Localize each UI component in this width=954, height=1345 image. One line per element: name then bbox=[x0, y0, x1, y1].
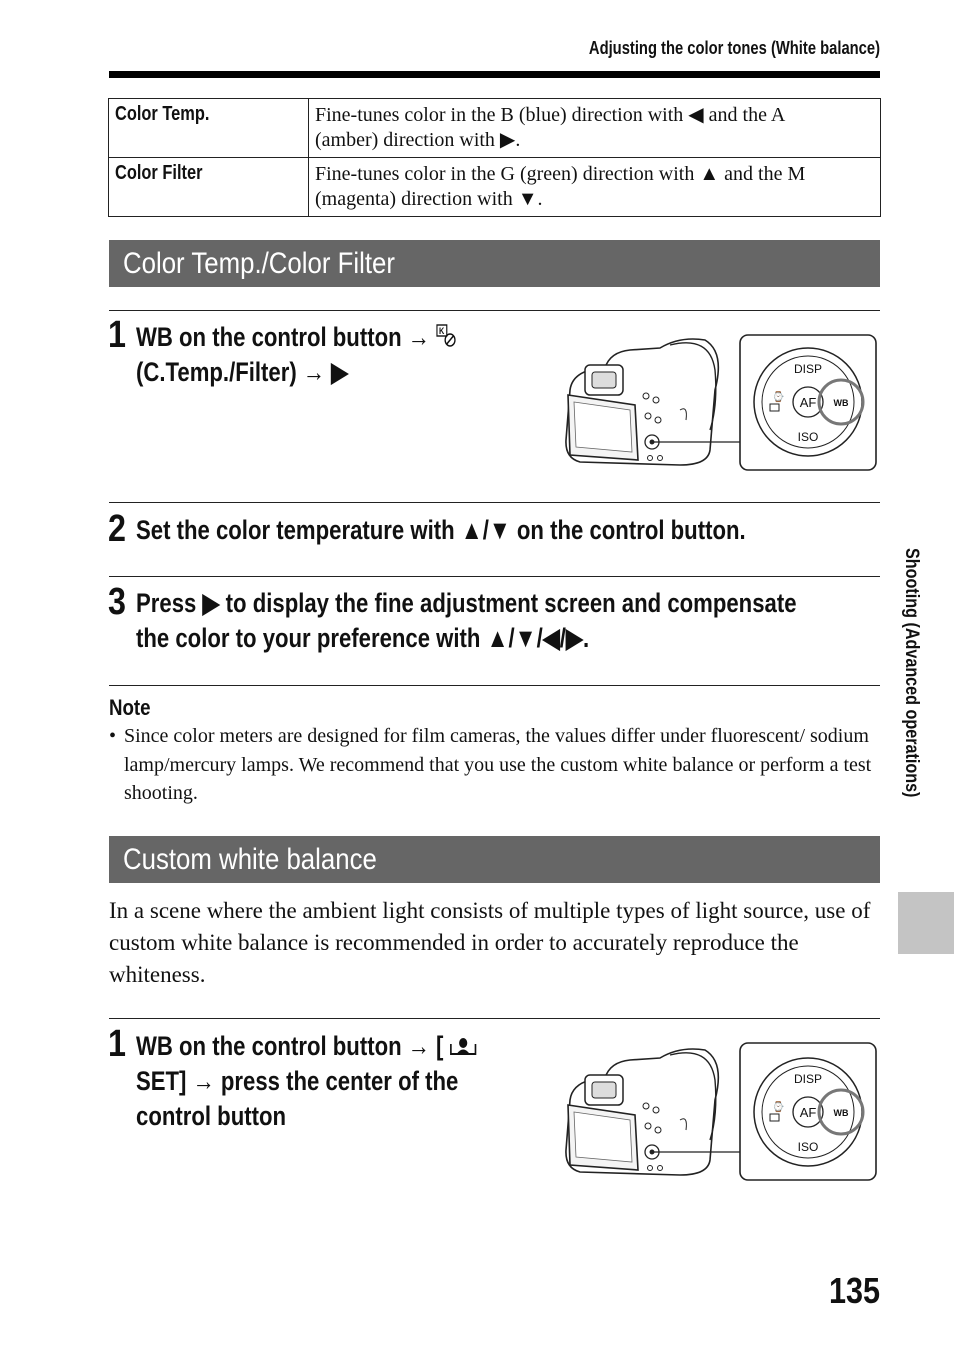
table-value-line: (amber) direction with ▶. bbox=[315, 129, 521, 151]
custom-wb-paragraph: In a scene where the ambient light consists of multiple types of light source, use of custom white balance is recommended in order to accurately reproduce the whiteness. bbox=[109, 898, 871, 987]
color-temp-filter-icon bbox=[436, 324, 457, 348]
table-value-line: Fine-tunes color in the B (blue) direction with ◀ and the A bbox=[315, 104, 786, 126]
bullet: • bbox=[109, 725, 117, 747]
drive-mode-icon: ⌚ bbox=[772, 392, 785, 403]
table-row bbox=[109, 158, 881, 217]
disp-label: DISP bbox=[793, 1072, 823, 1086]
drive-mode-icon: ⌚ bbox=[772, 1102, 785, 1113]
table-value-line: (magenta) direction with ▼. bbox=[315, 188, 543, 210]
chapter-tab bbox=[898, 892, 954, 954]
section-heading-custom-wb bbox=[109, 836, 880, 883]
note-title: Note bbox=[109, 695, 151, 720]
running-head: Adjusting the color tones (White balance) bbox=[588, 38, 880, 58]
section-heading-color-temp bbox=[109, 240, 880, 287]
step-number: 1 bbox=[108, 314, 126, 356]
disp-label: DISP bbox=[793, 362, 823, 376]
step-text: Press ▶ to display the fine adjustment screen and compensate the color to your preference with ▲/▼/◀/▶. bbox=[136, 588, 797, 653]
table-key: Color Temp. bbox=[115, 103, 210, 125]
iso-label: ISO bbox=[797, 1140, 819, 1154]
camera-illustration bbox=[560, 1040, 880, 1185]
step-divider bbox=[109, 1018, 880, 1019]
step-divider bbox=[109, 576, 880, 577]
table-row bbox=[109, 99, 881, 158]
step-divider bbox=[109, 502, 880, 503]
step-text: WB on the control button → K (C.Temp./Filter) → ▶ bbox=[136, 320, 528, 390]
section-title: Color Temp./Color Filter bbox=[123, 247, 395, 280]
section-title: Custom white balance bbox=[123, 843, 377, 876]
step-number: 2 bbox=[108, 508, 126, 550]
side-chapter-label: Shooting (Advanced operations) bbox=[901, 548, 922, 798]
wb-label: WB bbox=[833, 398, 849, 408]
note-divider bbox=[109, 685, 880, 686]
step-number: 3 bbox=[108, 581, 126, 623]
table-value-line: Fine-tunes color in the G (green) direction with ▲ and the M bbox=[315, 163, 806, 185]
color-adjust-table bbox=[108, 98, 881, 217]
header-rule bbox=[109, 71, 880, 78]
step-text: Set the color temperature with ▲/▼ on the control button. bbox=[136, 515, 746, 545]
svg-text:K: K bbox=[438, 326, 445, 337]
step-text: WB on the control button → [ SET] → press the center of the control button bbox=[136, 1029, 552, 1134]
custom-wb-icon bbox=[450, 1034, 478, 1058]
wb-label: WB bbox=[833, 1108, 849, 1118]
note-body bbox=[109, 722, 884, 808]
iso-label: ISO bbox=[797, 430, 819, 444]
step-divider bbox=[109, 310, 880, 311]
af-label: AF bbox=[799, 1105, 817, 1120]
note-text: Since color meters are designed for film cameras, the values differ under fluorescent/ sodium lamp/mercury lamps. We recommend that you use the custom white balance or perform a test shooting. bbox=[124, 725, 872, 804]
table-key: Color Filter bbox=[115, 162, 203, 184]
step-number: 1 bbox=[108, 1023, 126, 1065]
camera-illustration bbox=[560, 330, 880, 475]
af-label: AF bbox=[799, 395, 817, 410]
page-number: 135 bbox=[828, 1270, 880, 1311]
